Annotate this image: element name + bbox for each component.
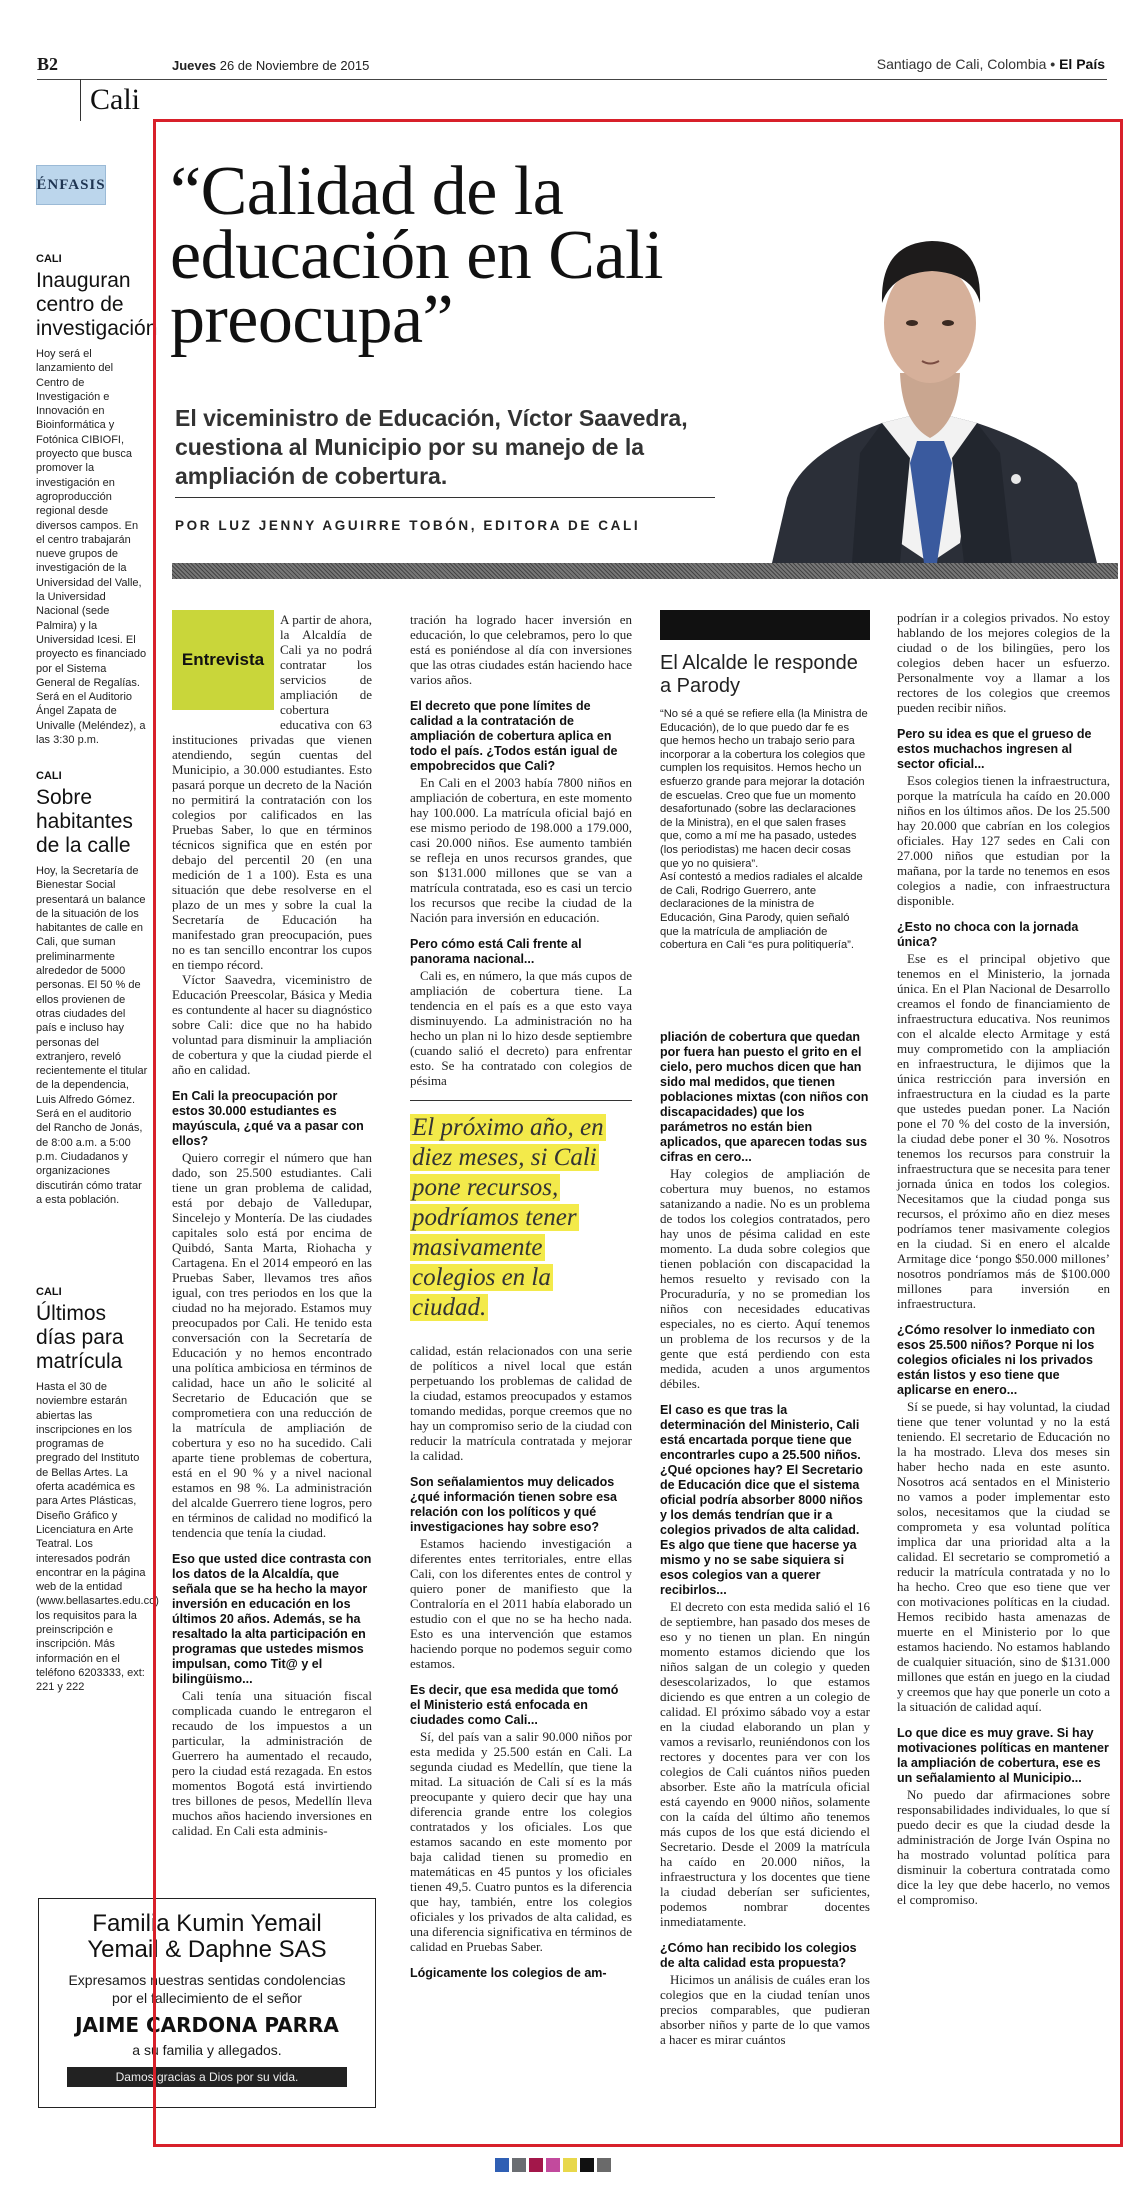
sidebar-item-headline: Últimos días para matrícula bbox=[36, 1302, 124, 1373]
paragraph: Cali es, en número, la que más cupos de ampliación de cobertura tiene. La tendencia en el país es a que esto vaya disminuyendo. La administración no ha hecho un plan ni lo hizo desde septiembre (cuando salió el decreto) para enfrentar esto. Se ha contratado con colegios de pésima bbox=[410, 968, 632, 1088]
ad-footer: Damos gracias a Dios por su vida. bbox=[67, 2067, 347, 2087]
text-column bbox=[172, 612, 372, 1838]
sidebar-item-category: CALI bbox=[36, 1286, 62, 1298]
paragraph: No puedo dar afirmaciones sobre responsabilidades individuales, lo que sí puedo decir es que la ciudad desde la administración de Jorge Iván Ospina no ha mostrado voluntad política para disminuir la cobertura contratada como dice la ley que debe hacerlo, no vemos el compromiso. bbox=[897, 1787, 1110, 1907]
paragraph: Hay colegios de ampliación de cobertura muy buenos, no estamos satanizando a nadie. No es un problema de todos los colegios contratados, pero hay unos de pésima calidad en este momento. La duda sobre colegios que tienen población con discapacidad la hemos resuelto y revisado con la Procuraduría, y no se promedian los niños con necesidades educativas especiales, no es cierto. Aquí tenemos un problema de los recursos y de la gente que está perdiendo con esta medida, acuden a unos argumentos débiles. bbox=[660, 1166, 870, 1391]
sidebar-item bbox=[36, 770, 148, 1207]
header-brand: El País bbox=[1059, 56, 1105, 72]
entrevista-label: Entrevista bbox=[181, 650, 265, 669]
color-swatch bbox=[529, 2158, 543, 2172]
question: El caso es que tras la determinación del Ministerio, Cali está encartada porque tiene que encontrarles cupo a 25.500 niños. ¿Qué opciones hay? El Secretario de Educación dice que el sistema oficial podría absorber 8000 niños y los demás tendrían que ir a colegios privados de alta calidad. Es algo que tiene que hacerse ya mismo y no se sabe siquiera si esos colegios van a querer recibirlos... bbox=[660, 1403, 863, 1597]
text-column bbox=[410, 1343, 632, 1981]
header-separator: • bbox=[1050, 56, 1056, 72]
ad-line-4: por el fallecimiento de el señor bbox=[112, 1990, 302, 2006]
article-column-1 bbox=[172, 612, 372, 1838]
question: Son señalamientos muy delicados ¿qué información tienen sobre esa relación con los políticos y qué investigaciones hay sobre eso? bbox=[410, 1475, 617, 1534]
title-bar bbox=[172, 563, 1118, 579]
sidebar-item-headline: Sobre habitantes de la calle bbox=[36, 786, 133, 857]
question: Eso que usted dice contrasta con los datos de la Alcaldía, que señala que se ha hecho la mayor inversión en educación en los últimos 20 años. Además, se ha resaltado la alta participación en programas que ustedes mismos impulsan, como Tit@ y el bilingüismo... bbox=[172, 1552, 372, 1686]
article-title: “Calidad de la educación en Cali preocupa” bbox=[170, 153, 663, 358]
paragraph: Hicimos un análisis de cuáles eran los colegios que en la ciudad tenían unos precios comparables, que pudieran absorber niños y parte de lo que vamos a hacer es mirar cuántos bbox=[660, 1972, 870, 2047]
question: ¿Cómo han recibido los colegios de alta calidad esta propuesta? bbox=[660, 1941, 857, 1970]
ad-line-1: Familia Kumin Yemail bbox=[92, 1910, 322, 1937]
question: ¿Cómo resolver lo inmediato con esos 25.500 niños? Porque ni los colegios oficiales ni los privados están listos y eso tiene que aplicarse en enero... bbox=[897, 1323, 1095, 1397]
article-column-2 bbox=[410, 612, 632, 1982]
paragraph: Sí, del país van a salir 90.000 niños por esta medida y 25.500 están en Cali. La segunda ciudad es Medellín, que tiene la mitad. La situación de Cali sí es la más preocupante y quiero decir que hay una diferencia grande entre los colegios contratados y los oficiales. Los que estamos sacando en este momento por baja calidad tienen su promedio en matemáticas en 45 puntos y los oficiales tienen 49,5. Cuatro puntos es la diferencia que hay, también, entre los colegios oficiales y los privados de alta calidad, es una diferencia significativa en términos de calidad en Pruebas Saber. bbox=[410, 1729, 632, 1954]
text-column bbox=[410, 612, 632, 1088]
color-swatches bbox=[495, 2158, 611, 2172]
article-column-3 bbox=[660, 1018, 870, 2047]
paragraph: En Cali en el 2003 había 7800 niños en ampliación de cobertura, en este momento hay 100.000. La matrícula oficial bajó en ese mismo periodo de 198.000 a 179.000, casi 20.000 niños. Ese aumento también se refleja en unos recursos grandes, que son $131.000 millones que se van a matrícula contratada, eso es casi un tercio los recursos que recibe la ciudad de la Nación para inversión en educación. bbox=[410, 775, 632, 925]
ad-line-2: Yemail & Daphne SAS bbox=[87, 1936, 327, 1963]
sidebar-item-headline: Inauguran centro de investigación bbox=[36, 269, 158, 340]
box-bar bbox=[660, 610, 870, 640]
box-title: El Alcalde le responde a Parody bbox=[660, 652, 858, 697]
enfasis-text: ÉNFASIS bbox=[36, 176, 106, 193]
sidebar-item bbox=[36, 1286, 159, 1695]
ad-line-3: Expresamos nuestras sentidas condolencias bbox=[68, 1972, 346, 1988]
header-place: Santiago de Cali, Colombia bbox=[876, 56, 1047, 72]
sidebar-box bbox=[660, 610, 870, 953]
question: Pero cómo está Cali frente al panorama nacional... bbox=[410, 937, 582, 966]
paragraph: Esos colegios tienen la infraestructura, porque la matrícula ha caído en 20.000 niños en los últimos años. De los 25.500 hay 20.000 que cabrían en los colegios oficiales. Hay 127 sedes en Cali con 27.000 niños que estudian por la mañana, por la tarde no tenemos en esos colegios a nadie, con infraestructura disponible. bbox=[897, 773, 1110, 908]
sidebar-item-text: Hasta el 30 de noviembre estarán abiertas las inscripciones en los programas de pregrado del Instituto de Bellas Artes. La oferta académica es para Artes Plásticas, Diseño Gráfico y Licenciatura en Arte Teatral. Los interesados podrán encontrar en la página web de la entidad (www.bellasartes.edu.co) los requisitos para la preinscripción e inscripción. Más información en el teléfono 6203333, ext: 221 y 222 bbox=[36, 1381, 159, 1694]
sidebar-item-text: Hoy, la Secretaría de Bienestar Social presentará un balance de la situación de los habitantes de calle en Cali, que suman preliminarmente alrededor de 5000 personas. El 50 % de ellos provienen de otras ciudades del país e incluso hay personas del extranjero, reveló recientemente el titular de la dependencia, Luis Alfredo Gómez. Será en el auditorio del Rancho de Jonás, de 8:00 a.m. a 5:00 p.m. Ciudadanos y organizaciones discutirán cómo tratar a esta población. bbox=[36, 865, 148, 1206]
header-date bbox=[172, 58, 369, 73]
question: pliación de cobertura que quedan por fuera han puesto el grito en el cielo, pero muchos dicen que han sido mal medidos, que tienen poblaciones mixtas (con niños con discapacidades) que los parámetros no están bien aplicados, que aparecen todas sus cifras en cero... bbox=[660, 1030, 869, 1164]
pull-quote-text: El próximo año, en diez meses, si Cali pone recursos, podríamos tener masivamente colegios en la ciudad. bbox=[412, 1114, 604, 1321]
section-name: Cali bbox=[90, 83, 140, 116]
text-column bbox=[660, 1030, 870, 2047]
subtitle-rule bbox=[175, 497, 715, 498]
header-date-text: 26 de Noviembre de 2015 bbox=[219, 58, 370, 73]
paragraph: Víctor Saavedra, viceministro de Educación Preescolar, Básica y Media es contundente al hacer su diagnóstico sobre Cali: dice que no ha habido voluntad para disminuir la ampliación de cobertura y que la ciudad pierde el año en calidad. bbox=[172, 972, 372, 1077]
page-number: B2 bbox=[37, 54, 59, 74]
ad-line-5: a su familia y allegados. bbox=[132, 2042, 282, 2058]
paragraph: Estamos haciendo investigación a diferentes entes territoriales, entre ellas Cali, con los diferentes entes de control y quiero poner de manifiesto que la Contraloría en el 2011 había elaborado un estudio con el que no se ha hecho nada. Esto es una intervención que estamos haciendo porque no podemos seguir como estamos. bbox=[410, 1536, 632, 1671]
header-location bbox=[877, 56, 1105, 72]
portrait-image bbox=[732, 123, 1120, 563]
question: Pero su idea es que el grueso de estos muchachos ingresen al sector oficial... bbox=[897, 727, 1092, 771]
sidebar-item-category: CALI bbox=[36, 253, 62, 265]
sidebar-item-category: CALI bbox=[36, 770, 62, 782]
box-paragraph: Así contestó a medios radiales el alcalde de Cali, Rodrigo Guerrero, ante declaraciones de la ministra de Educación, Gina Parody, quien señaló que la matrícula de ampliación de cobertura en Cali “es pura politiquería”. bbox=[660, 871, 863, 952]
box-text bbox=[660, 708, 870, 953]
paragraph: Cali tenía una situación fiscal complicada cuando le entregaron el recaudo de los impuestos a un particular, la administración de Guerrero ha aumentado el recaudo, pero la ciudad está rezagada. En estos momentos Bogotá está invirtiendo tres billones de pesos, Medellín lleva muchos años haciendo inversiones en calidad. En Cali esta adminis- bbox=[172, 1688, 372, 1838]
color-swatch bbox=[597, 2158, 611, 2172]
header-rule bbox=[37, 79, 1107, 80]
sidebar-item-text: Hoy será el lanzamiento del Centro de Investigación e Innovación en Bioinformática y Fotónica CIBIOFI, proyecto que busca promover la investigación en agroproducción regional desde diversos campos. En el centro trabajarán nueve grupos de investigación de la Universidad del Valle, la Universidad Nacional (sede Palmira) y la Universidad Icesi. El proyecto es financiado por el Sistema General de Regalías. Será en el Auditorio Ángel Zapata de Univalle (Meléndez), a las 3:30 p.m. bbox=[36, 348, 147, 747]
question: El decreto que pone límites de calidad a la contratación de ampliación de cobertura aplica en todo el país. ¿Todos están igual de empobrecidos que Cali? bbox=[410, 699, 618, 773]
header-day: Jueves bbox=[172, 58, 217, 73]
question: En Cali la preocupación por estos 30.000 estudiantes es mayúscula, ¿qué va a pasar con ellos? bbox=[172, 1089, 364, 1148]
pull-quote bbox=[410, 1100, 632, 1333]
paragraph: El decreto con esta medida salió el 16 de septiembre, han pasado dos meses de eso y no tienen un plan. En ningún momento estamos diciendo que los niños salgan de un colegio y queden desescolarizados, lo que estamos diciendo es que entren a un colegio de calidad. El próximo sábado voy a estar en la ciudad elaborando un plan y vamos a revisarlo, reuniéndonos con los rectores y docentes para ver con los colegios de Cali cuántos niños pueden absorber. Este año la matrícula oficial está cayendo en 9000 niños, solamente con la caída del último año tenemos más cupos de los que está diciendo el Secretario. Desde el 2009 la matrícula ha caído en 20.000 niños, la infraestructura y los docentes que tiene la ciudad deberían ser suficientes, podemos nombrar docentes inmediatamente. bbox=[660, 1599, 870, 1929]
color-swatch bbox=[563, 2158, 577, 2172]
color-swatch bbox=[495, 2158, 509, 2172]
paragraph: Quiero corregir el número que han dado, son 25.500 estudiantes. Cali tiene un gran problema de calidad, está por debajo de Valledupar, Sincelejo y Montería. De las ciudades capitales solo está por encima de Quibdó, Santa Marta, Riohacha y Cartagena. En el 2014 empeoró en las Pruebas Saber, llevamos tres años igual, con tres periodos en los que la ciudad no ha mejorado. Estamos muy preocupados por Cali. He tenido esta conversación con la Secretaría de Educación y no hemos encontrado una política ambiciosa en términos de calidad, hace un año le solicité al Secretario de Educación que se comprometiera con una reducción de la matrícula de ampliación de cobertura y eso no ha sucedido. Cali aparte tiene problemas de cobertura, está en el 90 % y a nivel nacional estamos en 98 %. La administración del alcalde Guerrero tiene logros, pero en términos de calidad no modificó la tendencia que tenía la ciudad. bbox=[172, 1150, 372, 1540]
box-paragraph: “No sé a qué se refiere ella (la Ministra de Educación), de lo que puedo dar fe es que hemos hecho un trabajo serio para incorporar a la cobertura los colegios que cumplen los requisitos. Hemos hecho un esfuerzo grande para mejorar la dotación de escuelas. Creo que fue un momento desafortunado (sobre las declaraciones de la Ministra), en el que salen frases que, como a mí me ha pasado, ustedes (los periodistas) me hacen decir cosas que yo no quisiera”. bbox=[660, 708, 868, 870]
paragraph: A partir de ahora, la Alcaldía de Cali ya no podrá contratar los servicios de ampliación de cobertura educativa con 63 instituciones privadas que vienen atendiendo, según cuentas del Municipio, a 30.000 estudiantes. Esto pasará porque un decreto de la Nación no permitirá la contratación con los colegios por calificados en las Pruebas Saber, lo que en términos técnicos significa que en estén por debajo del percentil 20 (en una medición de 1 a 100). Esta es una situación que debe resolverse en el plazo de un mes y sobre la cual la Secretaría de Educación ha manifestado gran preocupación, pues no es tan sencillo encontrar los cupos en tiempo récord. bbox=[172, 612, 372, 972]
sidebar-item bbox=[36, 253, 158, 747]
question: ¿Esto no choca con la jornada única? bbox=[897, 920, 1079, 949]
paragraph: Ese es el principal objetivo que tenemos en el Ministerio, la jornada única. En el Plan Nacional de Desarrollo creamos el fondo de financiamiento de infraestructura educativa. Nos reunimos con el alcalde electo Armitage y está muy comprometido con la ampliación en infraestructura, le dijimos que la única restricción para inversión en infraestructura en la ciudad es la parte que ustedes puedan poner. La Nación pone el 70 % del costo de la inversión, la ciudad debe poner el 30 %. Nosotros tenemos los recursos para construir la infraestructura que se necesita para tener jornada única en todos los colegios. Necesitamos que la ciudad ponga sus recursos, el próximo año en diez meses podríamos tener masivamente colegios en la ciudad. Si en enero el alcalde Armitage dice ‘pongo $50.000 millones’ nosotros pondríamos más de $100.000 millones para inversión en infraestructura. bbox=[897, 951, 1110, 1311]
paragraph: tración ha logrado hacer inversión en educación, lo que celebramos, pero lo que está es poniéndose al día con inversiones que las otras ciudades están haciendo hace varios años. bbox=[410, 612, 632, 687]
enfasis-label bbox=[36, 165, 106, 205]
paragraph: podrían ir a colegios privados. No estoy hablando de los mejores colegios de la ciudad o de los bilingües, pero los colegios deben hacer un esfuerzo. Personalmente voy a llamar a los rectores de los colegios que creemos pueden recibir niños. bbox=[897, 610, 1110, 715]
color-swatch bbox=[546, 2158, 560, 2172]
question: Lógicamente los colegios de am- bbox=[410, 1966, 607, 1980]
color-swatch bbox=[580, 2158, 594, 2172]
color-swatch bbox=[512, 2158, 526, 2172]
article-column-4 bbox=[897, 610, 1110, 1907]
tag-spacer bbox=[172, 612, 280, 720]
ad-name: JAIME CARDONA PARRA bbox=[75, 2013, 339, 2037]
question: Lo que dice es muy grave. Si hay motivaciones políticas en mantener la ampliación de cobertura, ese es un señalamiento al Municipio... bbox=[897, 1726, 1109, 1785]
question: Es decir, que esa medida que tomó el Ministerio está enfocada en ciudades como Cali... bbox=[410, 1683, 619, 1727]
text-column bbox=[897, 610, 1110, 1907]
article-photo bbox=[732, 123, 1120, 563]
sidebar bbox=[36, 165, 151, 205]
paragraph: Sí se puede, si hay voluntad, la ciudad tiene que tener voluntad y no la está teniendo. El secretario de Educación no la ha mostrado. Lleva dos meses sin haber hecho nada en este asunto. Nosotros acá sentados en el Ministerio no vamos a poder implementar esto solos, necesitamos que la ciudad se comprometa y esa voluntad política implica dar una prioridad alta a la calidad. El secretario se comprometió a reducir la matrícula contratada y no lo ha hecho. Creo que eso tiene que ver con motivaciones políticas en la ciudad. Hemos recibido hasta amenazas de muerte en el Ministerio por lo que estamos haciendo. No estamos hablando de cualquier situación, sino de $131.000 millones que están en juego en la ciudad y creemos que hay que ponerle un coto a la situación de calidad aquí. bbox=[897, 1399, 1110, 1714]
article-subtitle: El viceministro de Educación, Víctor Saavedra, cuestiona al Municipio por su manejo de la ampliación de cobertura. bbox=[175, 405, 688, 489]
article-byline: POR LUZ JENNY AGUIRRE TOBÓN, EDITORA DE CALI bbox=[175, 518, 641, 533]
paragraph: calidad, están relacionados con una serie de políticos a nivel local que están perpetuando los problemas de calidad de la ciudad, estamos preocupados y estamos tomando medidas, porque creemos que no hay un compromiso serio de la ciudad con reducir la matrícula contratada y mejorar la calidad. bbox=[410, 1343, 632, 1463]
